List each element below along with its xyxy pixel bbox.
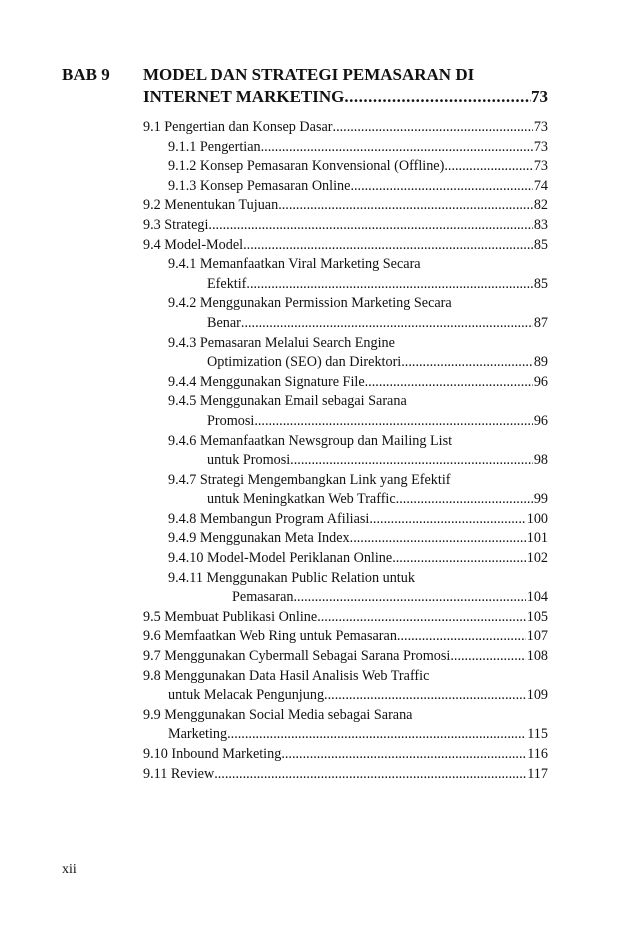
- leader-dots: [396, 490, 533, 510]
- toc-entry-title: 9.1.1 Pengertian: [168, 138, 261, 155]
- toc-row: [143, 216, 548, 236]
- leader-dots: [261, 138, 533, 158]
- toc-page-number: 99: [533, 491, 548, 508]
- toc-row: [143, 412, 548, 432]
- toc-entry-title: Promosi: [207, 412, 255, 429]
- toc-row: [143, 236, 548, 256]
- toc-entry-title: 9.4 Model-Model: [143, 236, 244, 253]
- toc-entry: [143, 118, 548, 138]
- toc-row: [143, 627, 548, 647]
- toc-page-number: 107: [526, 628, 548, 645]
- toc-page-number: 82: [533, 197, 548, 214]
- toc-entry: [143, 373, 548, 393]
- toc-page-number: 85: [533, 236, 548, 253]
- toc-entry-title: 9.4.7 Strategi Mengembangkan Link yang Efektif: [168, 471, 451, 488]
- toc-entry-title: 9.9 Menggunakan Social Media sebagai Sarana: [143, 706, 413, 723]
- toc-entry: [143, 510, 548, 530]
- toc-entry-title: 9.1 Pengertian dan Konsep Dasar: [143, 119, 333, 135]
- toc-entry-title: Efektif: [207, 275, 247, 292]
- toc-row: [143, 588, 548, 608]
- toc-entry-title: 9.4.8 Membangun Program Afiliasi: [168, 510, 370, 527]
- toc-entry-title: 9.4.4 Menggunakan Signature File: [168, 373, 365, 390]
- toc-entry-title: 9.4.2 Menggunakan Permission Marketing Secara: [168, 295, 452, 312]
- toc-entry-title: Marketing: [168, 726, 228, 743]
- toc-page-number: 74: [533, 177, 548, 194]
- toc-entry: [143, 138, 548, 158]
- toc-entry-title: 9.4.3 Pemasaran Melalui Search Engine: [168, 334, 395, 351]
- leader-dots: [293, 588, 525, 608]
- toc-entry-title: Optimization (SEO) dan Direktori: [207, 354, 402, 371]
- toc-entry: [143, 196, 548, 216]
- leader-dots: [450, 647, 525, 667]
- toc-entry: [143, 392, 548, 431]
- toc-entry: [143, 236, 548, 256]
- leader-dots: [324, 686, 526, 706]
- toc-entry-title: 9.1.3 Konsep Pemasaran Online: [168, 177, 351, 194]
- toc-page-number: 96: [533, 412, 548, 429]
- toc-row: [143, 138, 548, 158]
- chapter-title-line-2: [143, 86, 548, 108]
- leader-dots: [214, 765, 526, 785]
- toc-page-number: 102: [526, 550, 548, 567]
- leader-dots: [350, 177, 532, 197]
- toc-page-number: 105: [526, 608, 548, 625]
- leader-dots: [290, 451, 533, 471]
- toc-entry-title: 9.1.2 Konsep Pemasaran Konvensional (Offline): [168, 158, 445, 175]
- toc-entry-title: untuk Promosi: [207, 452, 291, 469]
- toc-entry-title: 9.5 Membuat Publikasi Online: [143, 608, 318, 625]
- toc-page-number: 73: [533, 119, 548, 135]
- chapter-title: [143, 64, 548, 108]
- toc-entry: [143, 706, 548, 745]
- leader-dots: [246, 275, 532, 295]
- toc-entry-title: 9.8 Menggunakan Data Hasil Analisis Web Traffic: [143, 667, 430, 684]
- leader-dots: [243, 236, 533, 256]
- toc-entry: [143, 334, 548, 373]
- toc-row: [143, 451, 548, 471]
- toc-entry: [143, 255, 548, 294]
- toc-entry-title: 9.2 Menentukan Tujuan: [143, 197, 279, 214]
- toc-entry-title: 9.6 Memfaatkan Web Ring untuk Pemasaran: [143, 628, 397, 645]
- leader-dots: [350, 529, 526, 549]
- toc-entry: [143, 745, 548, 765]
- toc-entry-title: 9.4.10 Model-Model Periklanan Online: [168, 550, 393, 567]
- toc-entry-title: untuk Melacak Pengunjung: [168, 687, 325, 704]
- leader-dots: [208, 216, 532, 236]
- toc-entry: [143, 157, 548, 177]
- toc-entry-title: 9.4.1 Memanfaatkan Viral Marketing Secara: [168, 256, 421, 273]
- toc-row: [143, 118, 548, 138]
- toc-page-number: 89: [533, 354, 548, 371]
- toc-row: [143, 549, 548, 569]
- toc-page-number: 87: [533, 314, 548, 331]
- toc-row: [143, 510, 548, 530]
- page-folio: xii: [62, 862, 77, 877]
- toc-row: [143, 490, 548, 510]
- toc-entry-title: 9.4.6 Memanfaatkan Newsgroup dan Mailing List: [168, 432, 453, 449]
- leader-dots: [365, 373, 533, 393]
- toc-entry-title: 9.4.9 Menggunakan Meta Index: [168, 530, 350, 547]
- toc-entry-title: 9.3 Strategi: [143, 216, 209, 233]
- toc-entry-title: untuk Meningkatkan Web Traffic: [207, 491, 396, 508]
- chapter-number: BAB 9: [62, 65, 110, 84]
- toc-page-number: 104: [526, 589, 548, 606]
- toc-entry: [143, 765, 548, 785]
- toc-page-number: 73: [533, 158, 548, 175]
- leader-dots: [241, 314, 533, 334]
- toc-page-number: 85: [533, 275, 548, 292]
- leader-dots: [369, 510, 525, 530]
- toc-page-number: 116: [527, 746, 548, 762]
- toc-row: [143, 353, 548, 373]
- toc-entry: [143, 627, 548, 647]
- leader-dots: [227, 725, 526, 745]
- toc-entry: [143, 608, 548, 628]
- toc-row: [143, 177, 548, 197]
- toc-entry-title: 9.11 Review: [143, 765, 215, 782]
- toc-page-number: 109: [526, 687, 548, 704]
- toc-entry: [143, 471, 548, 510]
- toc-page-number: 83: [533, 216, 548, 233]
- toc-row: [143, 314, 548, 334]
- toc-entry-title: Pemasaran: [232, 589, 294, 606]
- chapter-title-line-1: [143, 64, 548, 86]
- leader-dots: [254, 412, 533, 432]
- toc-page-number: 100: [526, 510, 548, 527]
- toc-entry: [143, 294, 548, 333]
- toc-row: [143, 725, 548, 745]
- leader-dots: [392, 549, 526, 569]
- leader-dots: [397, 627, 526, 647]
- toc-row: [143, 196, 548, 216]
- leader-dots: [317, 608, 526, 628]
- leader-dots: [344, 86, 531, 108]
- toc-entry: [143, 667, 548, 706]
- toc-row: [143, 529, 548, 549]
- toc-page-number: 96: [533, 373, 548, 390]
- toc-row: [143, 686, 548, 706]
- leader-dots: [278, 196, 533, 216]
- toc-row: [143, 373, 548, 393]
- toc-entry: [143, 549, 548, 569]
- leader-dots: [281, 745, 526, 765]
- toc-row: [143, 157, 548, 177]
- toc-page-number: 73: [533, 138, 548, 155]
- toc-entry-title: 9.10 Inbound Marketing: [143, 746, 282, 762]
- toc-row: [143, 608, 548, 628]
- leader-dots: [401, 353, 533, 373]
- toc-entry-title: 9.7 Menggunakan Cybermall Sebagai Sarana Promosi: [143, 648, 451, 665]
- toc-entry-title: 9.4.5 Menggunakan Email sebagai Sarana: [168, 393, 407, 410]
- toc-page-number: 101: [526, 530, 548, 547]
- toc-entry: [143, 647, 548, 667]
- toc-entry: [143, 529, 548, 549]
- toc-entry: [143, 432, 548, 471]
- toc-row: [143, 765, 548, 785]
- toc-page-number: 117: [527, 765, 548, 782]
- toc-page-number: 108: [526, 648, 548, 665]
- toc-row: [143, 275, 548, 295]
- chapter-page-number: 73: [531, 87, 548, 106]
- toc-entry: [143, 569, 548, 608]
- toc-entry-title: 9.4.11 Menggunakan Public Relation untuk: [168, 569, 415, 586]
- table-of-contents: [143, 118, 548, 784]
- toc-entry: [143, 216, 548, 236]
- chapter-title-text-1: MODEL DAN STRATEGI PEMASARAN DI: [143, 65, 475, 84]
- leader-dots: [444, 157, 532, 177]
- toc-page-number: 98: [533, 452, 548, 469]
- toc-page-number: 115: [527, 726, 548, 743]
- leader-dots: [333, 118, 533, 138]
- toc-entry-title: Benar: [207, 314, 241, 331]
- toc-row: [143, 647, 548, 667]
- toc-row: [143, 745, 548, 765]
- chapter-title-text-2: INTERNET MARKETING: [143, 87, 345, 106]
- toc-entry: [143, 177, 548, 197]
